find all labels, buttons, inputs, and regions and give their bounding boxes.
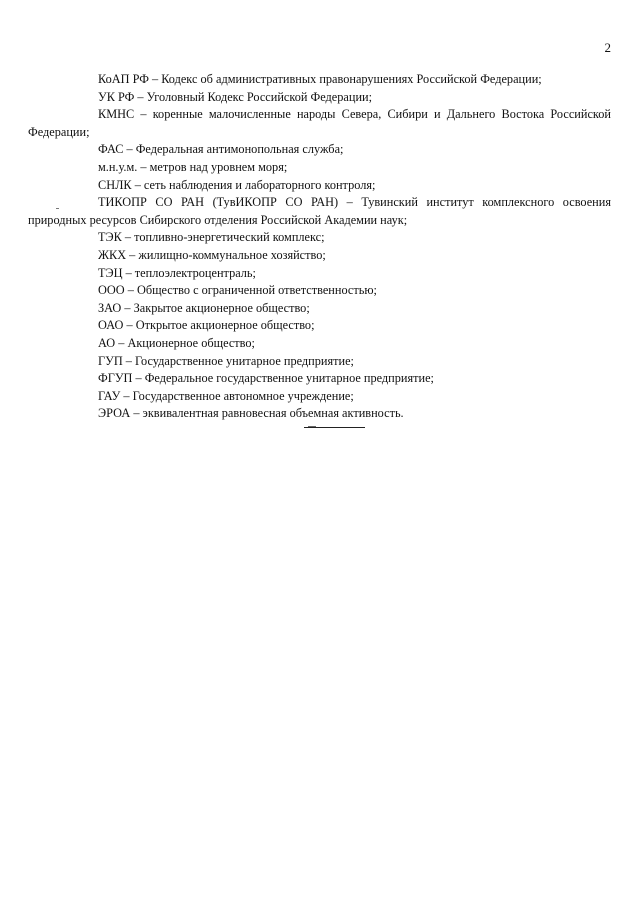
abbreviation-item: м.н.у.м. – метров над уровнем моря; — [98, 159, 288, 174]
page-number: 2 — [604, 40, 611, 55]
abbreviation-item: ЖКХ – жилищно-коммунальное хозяйство; — [98, 247, 326, 262]
abbreviation-item: ТЭК – топливно-энергетический комплекс; — [98, 230, 325, 245]
abbreviation-item: ФАС – Федеральная антимонопольная служба; — [98, 142, 344, 157]
abbreviation-item: СНЛК – сеть наблюдения и лабораторного контроля; — [98, 177, 376, 192]
abbreviation-item: ЭРОА – эквивалентная равновесная объемная активность. — [98, 406, 404, 421]
abbreviation-list — [28, 71, 611, 423]
abbreviation-item: ТИКОПР СО РАН (ТувИКОПР СО РАН) – Тувинский институт комплексного освоения природных ресурсов Сибирского отделения Российской Академии наук; — [28, 195, 611, 227]
abbreviation-item: КМНС – коренные малочисленные народы Севера, Сибири и Дальнего Востока Российской Федерации; — [28, 107, 611, 139]
end-of-text-rule — [304, 427, 365, 428]
abbreviation-item: ГУП – Государственное унитарное предприятие; — [98, 353, 354, 368]
abbreviation-item: ФГУП – Федеральное государственное унитарное предприятие; — [98, 371, 434, 386]
abbreviation-item: ТЭЦ – теплоэлектроцентраль; — [98, 265, 256, 280]
abbreviation-item: АО – Акционерное общество; — [98, 335, 255, 350]
abbreviation-item: ЗАО – Закрытое акционерное общество; — [98, 300, 310, 315]
abbreviation-item: ГАУ – Государственное автономное учреждение; — [98, 388, 354, 403]
abbreviation-item: ООО – Общество с ограниченной ответственностью; — [98, 283, 377, 298]
margin-mark — [56, 208, 59, 209]
abbreviation-item: УК РФ – Уголовный Кодекс Российской Федерации; — [98, 89, 373, 104]
abbreviation-item: КоАП РФ – Кодекс об административных правонарушениях Российской Федерации; — [98, 72, 542, 86]
abbreviation-item: ОАО – Открытое акционерное общество; — [98, 318, 315, 333]
